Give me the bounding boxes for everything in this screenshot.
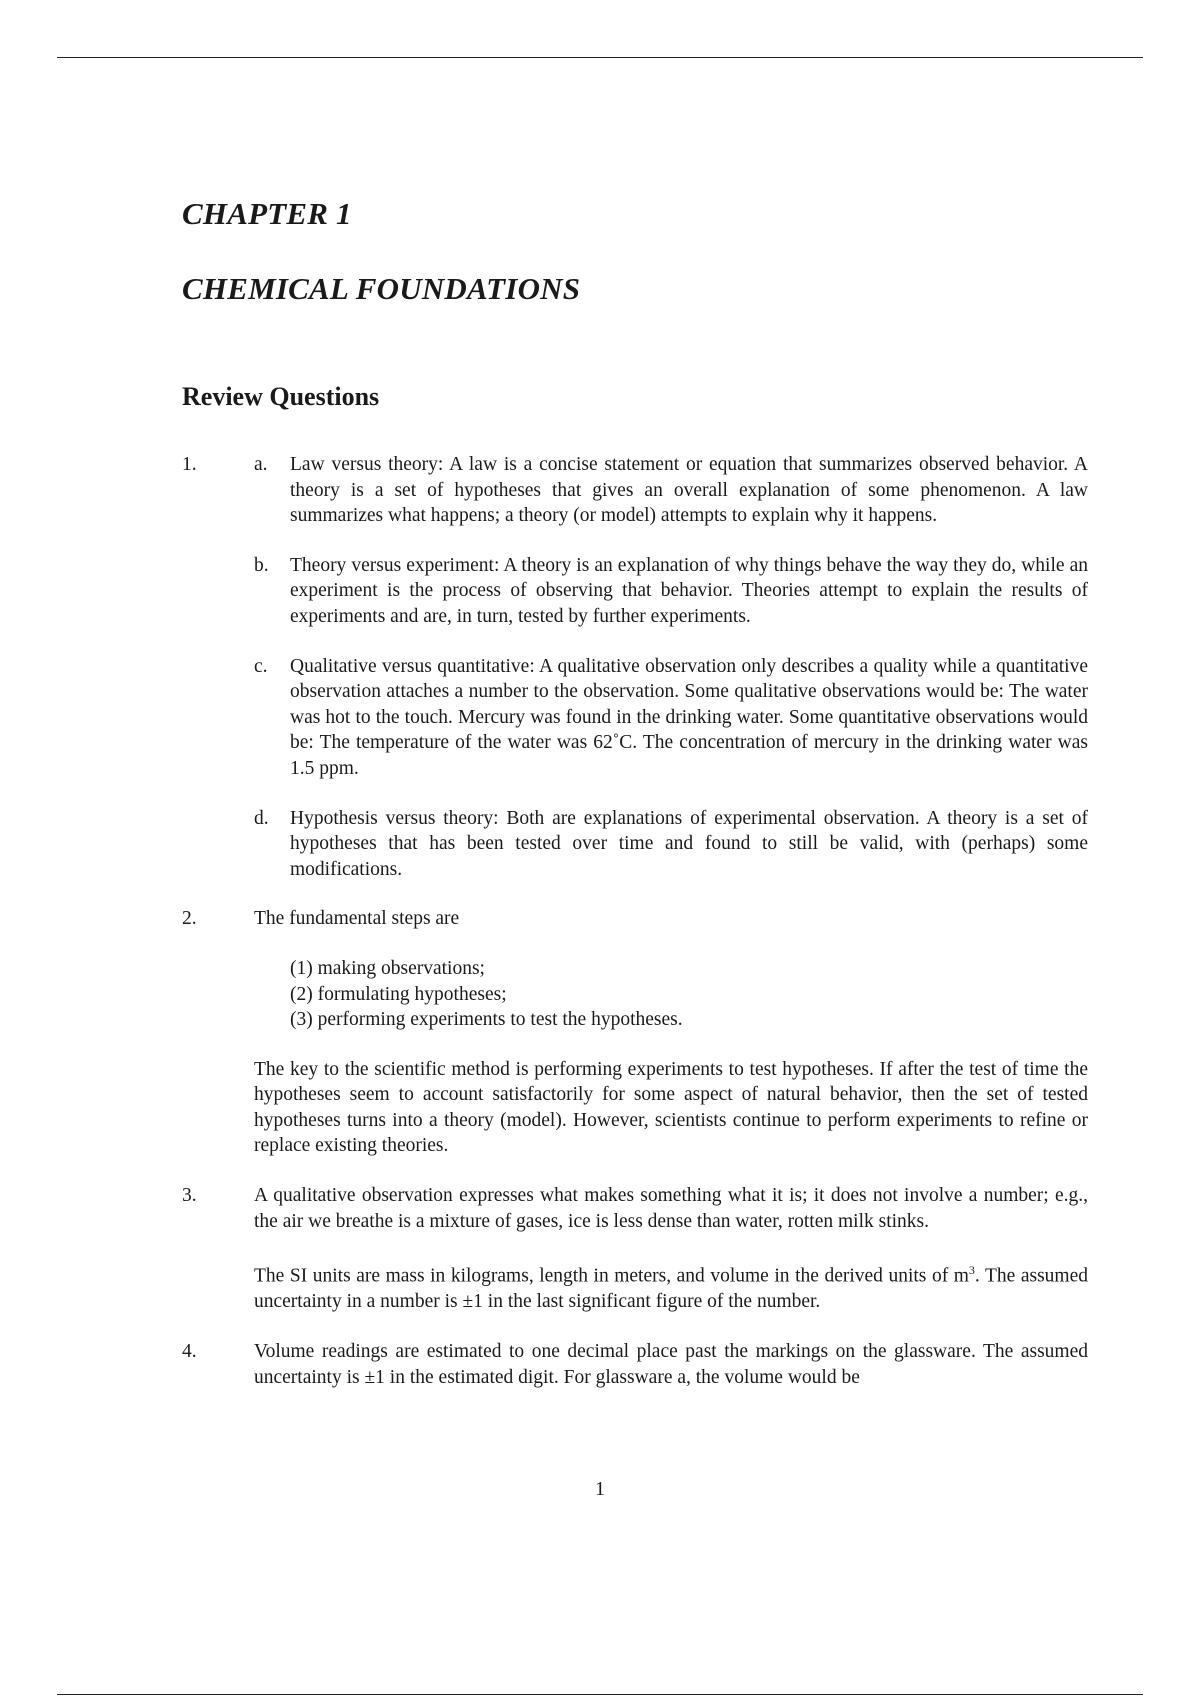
superscript-exponent: 3 (968, 1263, 975, 1278)
question-3 (182, 1183, 1088, 1315)
question-number: 2. (182, 908, 197, 930)
answer-text: Law versus theory: A law is a concise statement or equation that summarizes observed behavior. A theory is a set of hypotheses that gives an overall explanation of some phenomenon. A law summarizes what happens; a theory (or model) attempts to explain why it happens. (290, 454, 1088, 527)
question-1 (182, 452, 1088, 882)
chapter-title: CHEMICAL FOUNDATIONS (182, 271, 581, 306)
answer-text: A qualitative observation expresses what makes something what it is; it does not involve a number; e.g., the air we breathe is a mixture of gases, ice is less dense than water, rotten milk stinks. (254, 1185, 1088, 1232)
sub-label: c. (254, 655, 268, 677)
answer-text: Volume readings are estimated to one decimal place past the markings on the glassware. The assumed uncertainty is ±1 in the estimated digit. For glassware a, the volume would be (254, 1340, 1088, 1388)
question-number: 3. (182, 1185, 197, 1207)
answer-text: Hypothesis versus theory: Both are explanations of experimental observation. A theory is a set of hypotheses that has been tested over time and found to still be valid, with (perhaps) some modifications. (290, 807, 1088, 880)
step-item: (1) making observations; (290, 957, 485, 979)
sub-label: d. (254, 807, 269, 829)
question-1b (254, 553, 1088, 630)
sub-label: a. (254, 454, 268, 475)
answer-text: Theory versus experiment: A theory is an explanation of why things behave the way they do, while an experiment is the process of observing that behavior. Theories attempt to explain the results of experiments and are, in turn, tested by further experiments. (290, 554, 1088, 627)
answer-text-units (254, 1258, 1088, 1315)
section-heading: Review Questions (182, 382, 380, 411)
header-rule (57, 57, 1143, 58)
units-text: The SI units are mass in kilograms, length in meters, and volume in the derived units of m (254, 1265, 969, 1287)
footer-rule (57, 1694, 1143, 1695)
step-item: (3) performing experiments to test the hypotheses. (290, 1009, 683, 1031)
question-number: 1. (182, 454, 197, 475)
chapter-label: CHAPTER 1 (182, 196, 352, 231)
answer-text: The key to the scientific method is performing experiments to test hypotheses. If after the test of time the hypotheses seem to account satisfactorily for some aspect of natural behavior, then the set of tested hypotheses turns into a theory (model). However, scientists continue to perform experiments to refine or replace existing theories. (254, 1058, 1088, 1157)
answer-intro: The fundamental steps are (254, 908, 460, 930)
uncertainty-text: . The assumed uncertainty in a number is ±1 in the last significant figure of the number. (254, 1265, 1088, 1313)
steps-list (254, 956, 1088, 1033)
question-1d (254, 806, 1088, 883)
question-2 (182, 906, 1088, 1159)
answer-text: Qualitative versus quantitative: A qualitative observation only describes a quality while a quantitative observation attaches a number to the observation. Some qualitative observations would be: The water was hot to the touch. Mercury was found in the drinking water. Some quantitative observations would be: The temperature of the water was 62˚C. The concentration of mercury in the drinking water was 1.5 ppm. (290, 655, 1088, 779)
question-1c (254, 654, 1088, 782)
sub-label: b. (254, 554, 269, 576)
question-4 (182, 1339, 1088, 1390)
question-1a (254, 452, 1088, 529)
questions-body (182, 452, 1088, 1414)
step-item: (2) formulating hypotheses; (290, 983, 507, 1005)
page-number: 1 (595, 1478, 605, 1500)
question-number: 4. (182, 1340, 197, 1362)
